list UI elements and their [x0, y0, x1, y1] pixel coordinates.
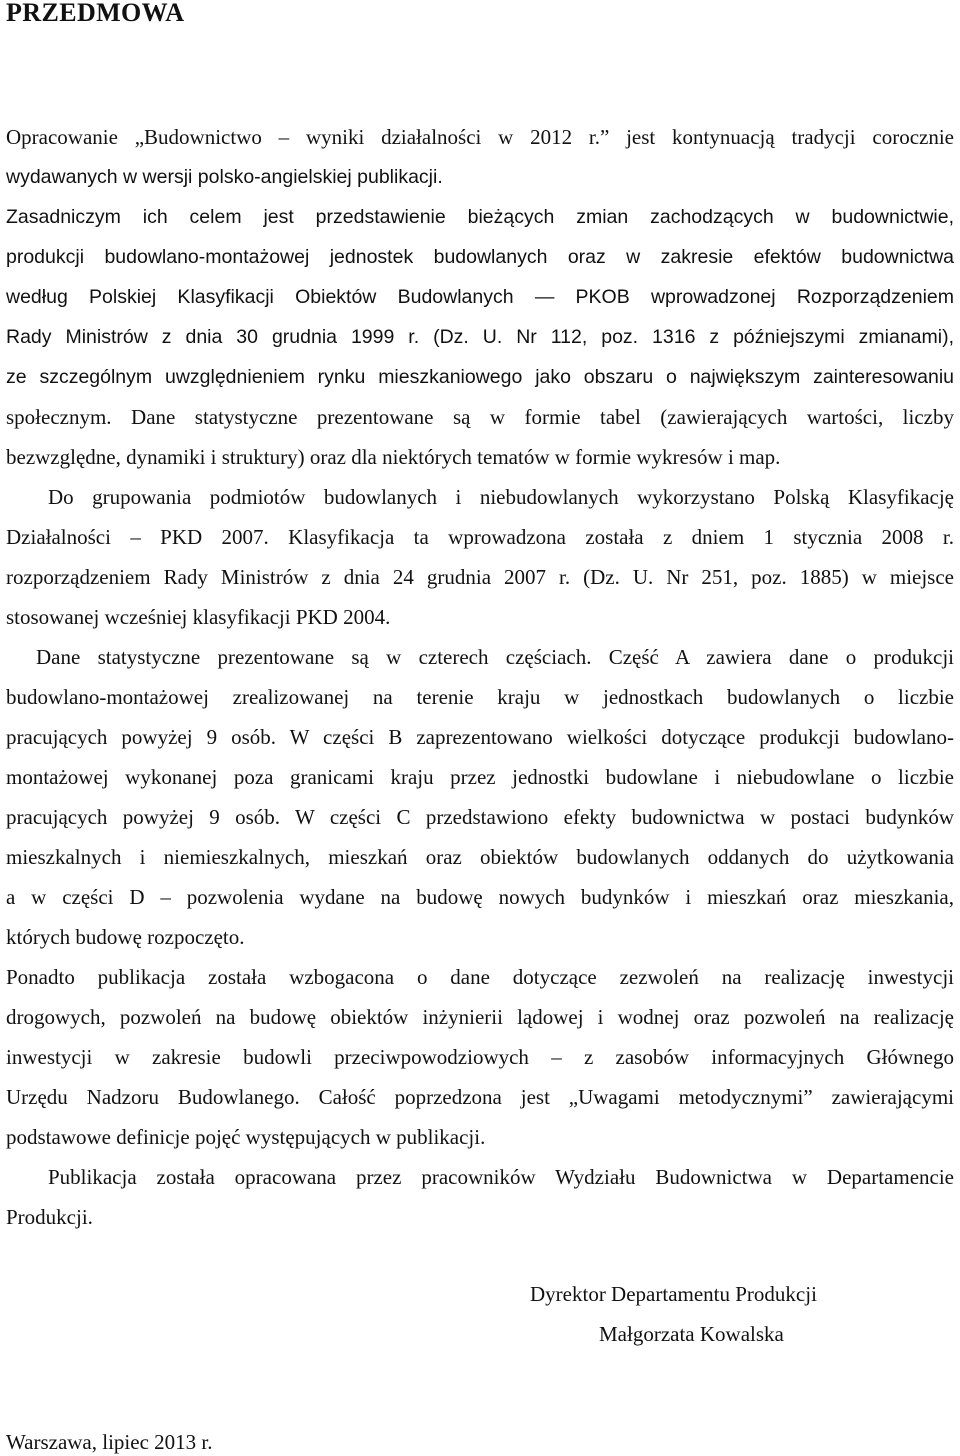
text-line: rozporządzeniem Rady Ministrów z dnia 24 grudnia 2007 r. (Dz. U. Nr 251, poz. 1885) w miejsce [6, 565, 954, 589]
text-line: Ponadto publikacja została wzbogacona o dane dotyczące zezwoleń na realizację inwestycji [6, 965, 954, 989]
text-line: montażowej wykonanej poza granicami kraju przez jednostki budowlane i niebudowlane o liczbie [6, 765, 954, 789]
place-date: Warszawa, lipiec 2013 r. [6, 1430, 213, 1454]
text-line: pracujących powyżej 9 osób. W części B zaprezentowano wielkości dotyczące produkcji budowlano- [6, 725, 954, 749]
text-line: Do grupowania podmiotów budowlanych i niebudowlanych wykorzystano Polską Klasyfikację [48, 485, 954, 509]
text-line: Dane statystyczne prezentowane są w czterech częściach. Część A zawiera dane o produkcji [36, 645, 954, 669]
text-line: stosowanej wcześniej klasyfikacji PKD 2004. [6, 605, 391, 629]
text-line: wydawanych w wersji polsko-angielskiej publikacji. [6, 166, 443, 188]
text-line: budowlano-montażowej zrealizowanej na terenie kraju w jednostkach budowlanych o liczbie [6, 685, 954, 709]
signature-name: Małgorzata Kowalska [599, 1322, 784, 1346]
text-line: według Polskiej Klasyfikacji Obiektów Budowlanych — PKOB wprowadzonej Rozporządzeniem [6, 286, 954, 308]
text-line: produkcji budowlano-montażowej jednostek budowlanych oraz w zakresie efektów budownictwa [6, 246, 954, 268]
document-heading: PRZEDMOWA [6, 0, 185, 27]
text-line: Produkcji. [6, 1205, 93, 1229]
text-line: Urzędu Nadzoru Budowlanego. Całość poprzedzona jest „Uwagami metodycznymi” zawierającymi [6, 1085, 954, 1109]
text-line: bezwzględne, dynamiki i struktury) oraz dla niektórych tematów w formie wykresów i map. [6, 445, 781, 469]
signature-title: Dyrektor Departamentu Produkcji [530, 1282, 817, 1306]
text-line: Opracowanie „Budownictwo – wyniki działalności w 2012 r.” jest kontynuacją tradycji corocznie [6, 125, 954, 149]
text-line: inwestycji w zakresie budowli przeciwpowodziowych – z zasobów informacyjnych Głównego [6, 1045, 954, 1069]
text-line: mieszkalnych i niemieszkalnych, mieszkań oraz obiektów budowlanych oddanych do użytkowania [6, 845, 954, 869]
text-line: których budowę rozpoczęto. [6, 925, 245, 949]
text-line: drogowych, pozwoleń na budowę obiektów inżynierii lądowej i wodnej oraz pozwoleń na realizację [6, 1005, 954, 1029]
text-line: Działalności – PKD 2007. Klasyfikacja ta wprowadzona została z dniem 1 stycznia 2008 r. [6, 525, 954, 549]
text-line: podstawowe definicje pojęć występujących w publikacji. [6, 1125, 486, 1149]
text-line: Rady Ministrów z dnia 30 grudnia 1999 r. (Dz. U. Nr 112, poz. 1316 z późniejszymi zmianami), [6, 326, 954, 348]
text-line: Publikacja została opracowana przez pracowników Wydziału Budownictwa w Departamencie [48, 1165, 954, 1189]
text-line: a w części D – pozwolenia wydane na budowę nowych budynków i mieszkań oraz mieszkania, [6, 885, 954, 909]
text-line: społecznym. Dane statystyczne prezentowane są w formie tabel (zawierających wartości, liczby [6, 405, 954, 429]
text-line: Zasadniczym ich celem jest przedstawienie bieżących zmian zachodzących w budownictwie, [6, 206, 954, 228]
text-line: ze szczególnym uwzględnieniem rynku mieszkaniowego jako obszaru o największym zainteresowaniu [6, 366, 954, 388]
text-line: pracujących powyżej 9 osób. W części C przedstawiono efekty budownictwa w postaci budynków [6, 805, 954, 829]
